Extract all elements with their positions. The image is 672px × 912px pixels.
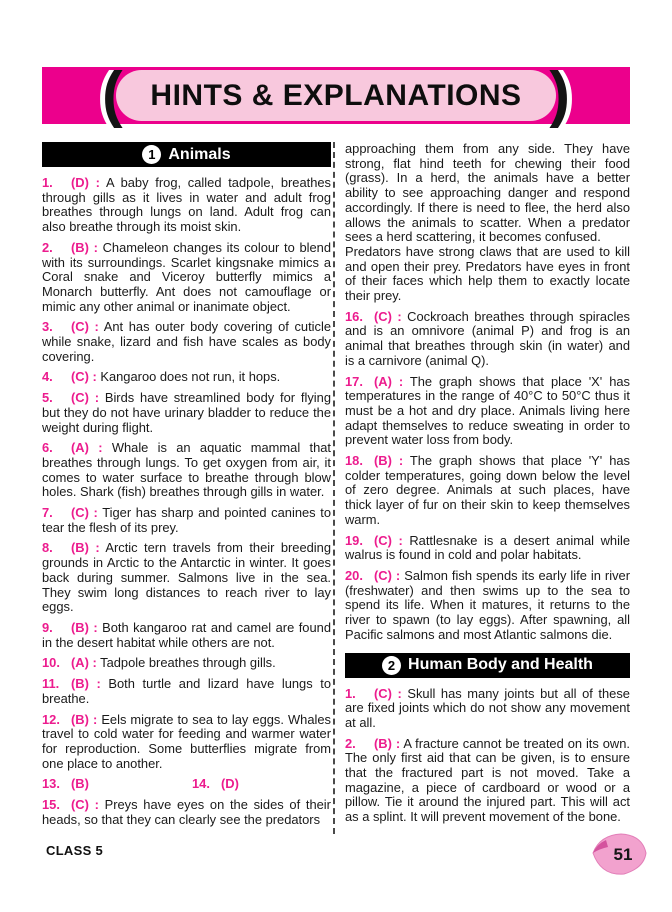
- answer-text: Preys have eyes on the sides of their heads, so that they can clearly see the predators: [42, 797, 331, 827]
- answer-text: A fracture cannot be treated on its own. The only first aid that can be given, is to ensure that the fractured part is not moved. Take a magazine, a piece of cardboard or wood or a pillow. Tie it around the injured part. This will act as a splint. It will prevent movement of the bone.: [345, 735, 630, 825]
- answer-key: (D) :: [71, 175, 100, 190]
- answer-key: (C) :: [374, 567, 401, 583]
- class-label: CLASS 5: [46, 843, 104, 858]
- answer-text: Cockroach breathes through spiracles and is an omnivore (animal P) and frog is an animal that breathes through skin (in water) and is a carnivore (animal Q).: [345, 308, 630, 368]
- answer-number: 5.: [42, 390, 53, 406]
- page-title: HINTS & EXPLANATIONS: [150, 78, 522, 112]
- answer-item: [42, 798, 331, 827]
- content-columns: [42, 142, 630, 842]
- answer-text: Birds have streamlined body for flying but they do not have urinary bladder to reduce the weight during flight.: [42, 390, 331, 435]
- answer-item: [42, 777, 192, 792]
- answer-text: Both turtle and lizard have lungs to breathe.: [42, 676, 331, 706]
- answer-number: 15.: [42, 797, 60, 813]
- answer-number: 1.: [42, 175, 53, 190]
- answer-item: [345, 454, 630, 528]
- hints-banner: [42, 59, 630, 129]
- right-parenthesis-decoration: ): [549, 59, 570, 129]
- answer-item: [345, 687, 630, 731]
- answer-key: (B) :: [374, 453, 404, 469]
- answer-item: [42, 391, 331, 435]
- answer-item: [42, 441, 331, 500]
- answer-key: (C) :: [71, 369, 97, 385]
- answer-key: (C) :: [374, 532, 403, 548]
- answer-item: [42, 713, 331, 772]
- answer-continuation: [345, 245, 630, 304]
- answer-text: Predators have strong claws that are used to kill and open their prey. Predators have eyes in front of their faces which help them to exactly locate their prey.: [345, 243, 630, 304]
- answer-key: (A) :: [71, 655, 97, 671]
- answer-text: approaching them from any side. They have strong, flat hind teeth for chewing their food (grass). In a herd, the animals have a better ability to see approaching danger and respond accordingly. If there is need to flee, the herd also allows the animals to scatter. When a predator sees a herd scattering, it becomes confused.: [345, 141, 630, 245]
- answer-text: Tiger has sharp and pointed canines to tear the flesh of its prey.: [42, 505, 331, 535]
- answer-item: [42, 541, 331, 615]
- page-number: 51: [613, 844, 633, 864]
- answer-item: [42, 656, 331, 671]
- answer-text: Arctic tern travels from their breeding grounds in Arctic to the Antarctic in winter. It goes back during summer. Salmons live in the sea. They swim long distances to reach river to lay eggs.: [42, 540, 332, 615]
- answer-item: [192, 777, 239, 792]
- answer-text: A baby frog, called tadpole, breathes through gills as it lives in water and adult frog breathes through lungs on land. Adult frog can also breathe through its moist skin.: [42, 175, 331, 235]
- answer-pair-row: [42, 777, 331, 792]
- answer-text: Rattlesnake is a desert animal while walrus is found in cold and polar habitats.: [345, 532, 630, 563]
- answer-key: (B) :: [71, 711, 98, 727]
- answer-text: Salmon fish spends its early life in river (freshwater) and then swims up to the sea to spend its life. When it matures, it returns to the river to spawn (to lay eggs). After spawning, all Pacific salmons and most Atlantic salmons die.: [345, 567, 630, 642]
- answer-number: 18.: [345, 453, 363, 469]
- answer-key: (B) :: [71, 239, 98, 255]
- answer-number: 1.: [345, 685, 356, 701]
- answer-item: [345, 534, 630, 563]
- answer-key: (B) :: [71, 676, 101, 692]
- answer-key: (C) :: [374, 685, 402, 701]
- answer-item: [42, 621, 331, 650]
- answer-key: (B) :: [374, 735, 401, 751]
- answer-number: 4.: [42, 369, 53, 385]
- section-header-animals: [42, 142, 331, 167]
- answer-item: [345, 569, 630, 643]
- left-column: [42, 142, 331, 833]
- column-divider: [333, 142, 335, 834]
- answer-number: 14.: [192, 776, 210, 792]
- answer-key: (C) :: [71, 390, 100, 406]
- answer-number: 7.: [42, 505, 53, 521]
- left-parenthesis-decoration: (: [102, 59, 123, 129]
- answer-key: (A) :: [374, 373, 404, 389]
- section-title: Human Body and Health: [408, 656, 593, 673]
- answer-text: Whale is an aquatic mammal that breathes through lungs. To get oxygen from air, it comes to water surface to breathe through blow holes. Shark (fish) breathes through gills in water.: [42, 440, 331, 500]
- answer-key: (B) :: [71, 540, 100, 556]
- answer-text: Both kangaroo rat and camel are found in the desert habitat while others are not.: [42, 619, 331, 650]
- answer-item: [42, 176, 331, 235]
- answer-key: (A) :: [71, 440, 103, 456]
- answer-number: 9.: [42, 619, 53, 635]
- hints-banner-pill: [102, 59, 570, 129]
- answer-key: (B): [71, 776, 89, 792]
- section-number-badge: 2: [382, 656, 401, 675]
- section-number-badge: 1: [142, 145, 161, 164]
- answer-item: [42, 506, 331, 535]
- answer-key: (B) :: [71, 619, 98, 635]
- section-title: Animals: [168, 145, 231, 163]
- answer-text: Eels migrate to sea to lay eggs. Whales travel to cold water for feeding and warmer water for reproduction. Some butterflies migrate from one place to another.: [42, 711, 331, 771]
- answer-text: Skull has many joints but all of these are fixed joints which do not show any movement at all.: [345, 685, 630, 730]
- answer-number: 16.: [345, 308, 363, 324]
- answer-number: 13.: [42, 776, 60, 792]
- answer-text: Chameleon changes its colour to blend with its surroundings. Scarlet kingsnake mimics a Coral snake and Viceroy butterfly mimics a Monarch butterfly. Ant does not camouflage or mimic any other animal or inanimate object.: [42, 239, 331, 314]
- answer-item: [345, 737, 630, 825]
- answer-key: (C) :: [374, 308, 402, 324]
- answer-number: 3.: [42, 319, 53, 335]
- answer-item: [42, 677, 331, 706]
- answer-item: [42, 370, 331, 385]
- answer-item: [345, 310, 630, 369]
- answer-number: 10.: [42, 655, 60, 671]
- page-number-badge: [591, 831, 649, 878]
- answer-text: Kangaroo does not run, it hops.: [100, 369, 281, 385]
- answer-item: [42, 241, 331, 315]
- answer-number: 19.: [345, 532, 363, 548]
- right-column: [345, 142, 630, 831]
- answer-continuation: [345, 142, 630, 245]
- answer-item: [345, 375, 630, 449]
- answer-number: 11.: [42, 676, 60, 692]
- answer-text: The graph shows that place 'X' has temperatures in the range of 40°C to 50°C thus it must be a hot and dry place. Animals living here adapt themselves to reduce sweating in order to prevent water loss from body.: [345, 373, 630, 448]
- answer-key: (D): [221, 776, 239, 792]
- answer-number: 12.: [42, 711, 60, 727]
- answer-number: 2.: [42, 239, 53, 255]
- answer-number: 20.: [345, 567, 363, 583]
- answer-key: (C) :: [71, 505, 98, 521]
- answer-number: 6.: [42, 440, 53, 456]
- answer-number: 8.: [42, 540, 53, 556]
- section-header-human-body: [345, 653, 630, 678]
- answer-text: Ant has outer body covering of cuticle while snake, lizard and fish have scales as body covering.: [42, 319, 331, 364]
- answer-number: 17.: [345, 373, 363, 389]
- answer-key: (C) :: [71, 797, 99, 813]
- answer-text: Tadpole breathes through gills.: [100, 655, 276, 671]
- answer-key: (C) :: [71, 319, 99, 335]
- answer-number: 2.: [345, 735, 356, 751]
- answer-item: [42, 320, 331, 364]
- answer-text: The graph shows that place 'Y' has colder temperatures, going down below the level of zero degree. Animals at such places, have thick layer of fur on their skin to keep themselves warm.: [345, 453, 630, 527]
